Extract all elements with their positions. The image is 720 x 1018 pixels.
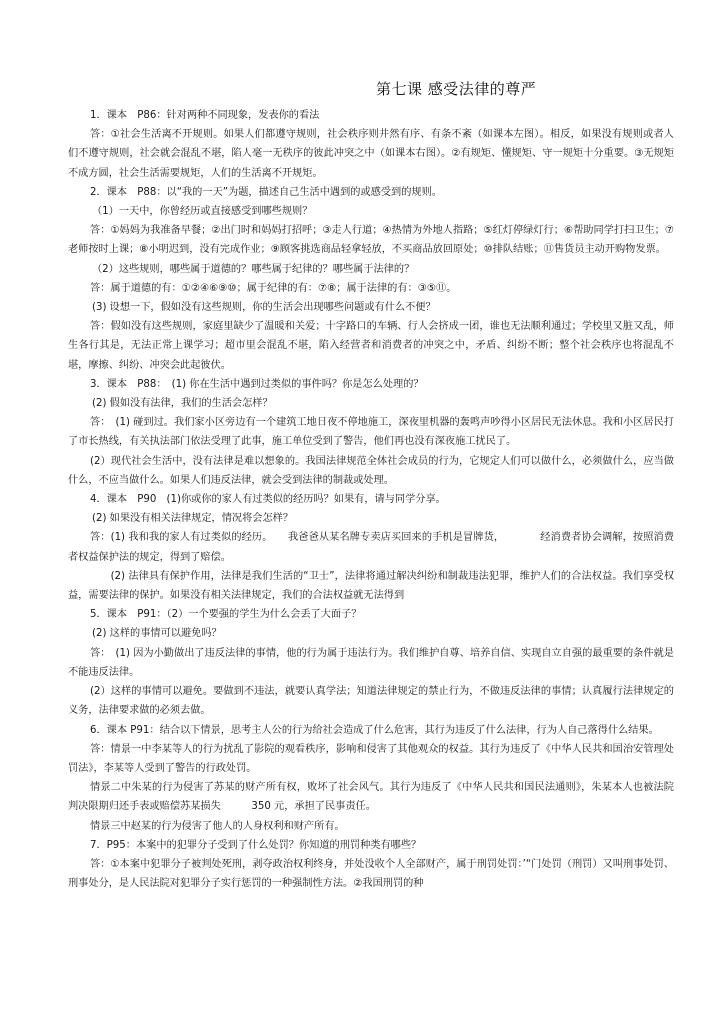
question-paragraph: 5．课本 P91：（2）一个要强的学生为什么会丢了大面子？ bbox=[90, 609, 362, 621]
sub-question-paragraph: (3) 设想一下，假如没有这些规则，你的生活会出现哪些问题或有什么不便？ bbox=[92, 302, 436, 314]
answer-paragraph: 答：假如没有这些规则，家庭里缺少了温暖和关爱；十字路口的车辆、行人会挤成一团，谁也无法顺利通过；学校里又脏又乱，师生各行其是，无法正常上课学习；超市里会混乱不堪，陷入经营者和消费者的冲突之中，矛盾、纠纷不断；整个社会秩序也将混乱不堪，摩擦、纠纷、冲突会此起彼伏。 bbox=[68, 321, 674, 371]
answer-paragraph: 答：属于道德的有：①②④⑥⑨⑩；属于纪律的有：⑦⑧；属于法律的有：③⑤⑪。 bbox=[90, 282, 457, 294]
sub-question-paragraph: (2) 如果没有相关法律规定，情况将会怎样？ bbox=[92, 513, 294, 525]
answer-paragraph: 答：情景一中李某等人的行为扰乱了影院的观看秩序，影响和侵害了其他观众的权益。其行为违反了《中华人民共和国治安管理处罚法》，李某等人受到了警告的行政处罚。 bbox=[68, 743, 674, 774]
question-paragraph: 3．课本 P88： (1) 你在生活中遇到过类似的事件吗？你是怎么处理的？ bbox=[90, 378, 424, 390]
sub-question-paragraph: (2) 这样的事情可以避免吗？ bbox=[92, 628, 222, 640]
sub-question-paragraph: （1）一天中，你曾经历或直接感受到哪些规则？ bbox=[92, 206, 313, 218]
answer-paragraph: (2) 法律具有保护作用，法律是我们生活的“卫士”，法律将通过解决纠纷和制裁违法犯罪，维护人们的合法权益。我们享受权益，需要法律的保护。如果没有相关法律规定，我们的合法权益就无法得到 bbox=[68, 570, 674, 602]
answer-paragraph: 答：①本案中犯罪分子被判处死刑，剥夺政治权利终身，并处没收个人全部财产，属于刑罚处罚：’“门处罚（刑罚）又叫刑事处罚、刑事处分，是人民法院对犯罪分子实行惩罚的一种强制性方法。②我国刑罚的种 bbox=[68, 858, 674, 890]
document-body bbox=[68, 106, 674, 893]
question-paragraph: 6．课本 P91：结合以下情景，思考主人公的行为给社会造成了什么危害，其行为违反了什么法律，行为人自己落得什么结果。 bbox=[90, 724, 659, 736]
answer-paragraph: 情景三中赵某的行为侵害了他人的人身权利和财产所有。 bbox=[90, 820, 345, 832]
question-paragraph: 4．课本 P90 (1)你或你的家人有过类似的经历吗？如果有，请与同学分享。 bbox=[90, 494, 446, 506]
sub-question-paragraph: (2) 假如没有法律，我们的生活会怎样？ bbox=[92, 398, 273, 410]
sub-question-paragraph: （2）这些规则，哪些属于道德的？哪些属于纪律的？哪些属于法律的？ bbox=[92, 263, 415, 275]
answer-paragraph: 答： (1) 因为小勤做出了违反法律的事情，他的行为属于违法行为。我们维护自尊、培养自信、实现自立自强的最重要的条件就是不能违反法律。 bbox=[68, 647, 674, 678]
question-paragraph: 1．课本 P86：针对两种不同现象，发表你的看法 bbox=[90, 110, 320, 121]
answer-paragraph: 答：①社会生活离不开规则。如果人们都遵守规则，社会秩序则井然有序、有条不紊（如课本左图）。相反，如果没有规则或者人们不遵守规则，社会就会混乱不堪，陷人毫一无秩序的彼此冲突之中（如课本右图）。②有规矩、懂规矩、守一规矩十分重要。③无规矩不成方圆，社会生活需要规矩，人们的生活离不开规矩。 bbox=[68, 129, 674, 179]
answer-paragraph: 答：(1) 我和我的家人有过类似的经历。 我爸爸从某名牌专卖店买回来的手机是冒牌货， 经消费者协会调解，按照消费者权益保护法的规定，得到了赔偿。 bbox=[68, 532, 674, 563]
answer-paragraph: (2）现代社会生活中，没有法律是难以想象的。我国法律规范全体社会成员的行为，它规定人们可以做什么，必须做什么，应当做什么，不应当做什么。如果人们违反法律，就会受到法律的制裁或处理。 bbox=[68, 455, 674, 486]
answer-paragraph: 答： (1) 碰到过。我们家小区旁边有一个建筑工地日夜不停地施工，深夜里机器的轰鸣声吵得小区居民无法休息。我和小区居民打了市长热线，有关执法部门依法受理了此事，施工单位受到了警告，他们再也没有深夜施工扰民了。 bbox=[68, 417, 674, 448]
answer-paragraph: 情景二中朱某的行为侵害了苏某的财产所有权，败坏了社会风气。其行为违反了《中华人民共和国民法通则》，朱某本人也被法院判决限期归还手表或赔偿苏某损失 350 元，承担了民事责任。 bbox=[68, 782, 674, 813]
question-paragraph: 7．P95：本案中的犯罪分子受到了什么处罚？你知道的刑罚种类有哪些？ bbox=[90, 839, 422, 851]
lesson-title: 第七课 感受法律的尊严 bbox=[376, 80, 537, 98]
answer-paragraph: 答：①妈妈为我准备早餐；②出门时和妈妈打招呼；③走人行道；④热情为外地人指路；⑤红灯停绿灯行；⑥帮助同学打扫卫生；⑦老师按时上课；⑧小明迟到，没有完成作业；⑨顾客挑选商品轻拿轻放，不买商品放回原处；⑩排队结账；⑪售货员主动开购物发票。 bbox=[68, 225, 674, 256]
question-paragraph: 2．课本 P88：以“我的一天”为题，描述自己生活中遇到的或感受到的规则。 bbox=[90, 186, 442, 198]
answer-paragraph: (2）这样的事情可以避免。要做到不违法，就要认真学法；知道法律规定的禁止行为，不做违反法律的事情；认真履行法律规定的义务，法律要求做的必须去做。 bbox=[68, 686, 674, 717]
